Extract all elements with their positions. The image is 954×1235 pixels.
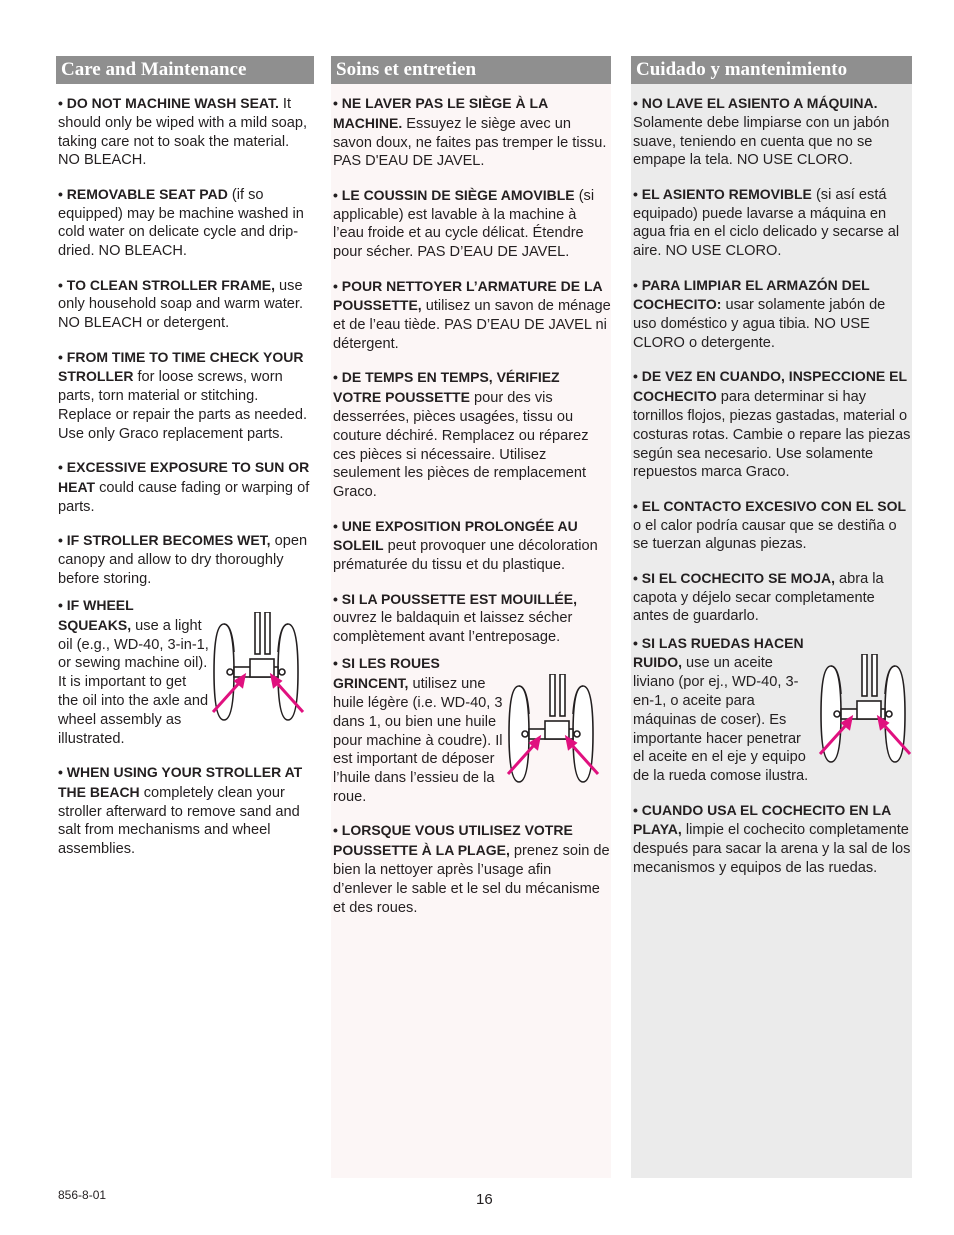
care-item-text: use a light oil (e.g., WD-40, 3-in-1, or sewing machine oil). It is important to get the oil into the axle and wheel assembly as illustrated. [58,617,209,747]
wheel-oiling-illustration [210,612,306,730]
column-english [56,56,314,866]
care-item-text: (si applicable) est lavable à la machine à l’eau froide et au cycle délicat. Étendre pour sécher. PAS D’EAU DE JAVEL. [333,187,595,261]
column-french [331,56,611,925]
care-item-title: • SI EL COCHECITO SE MOJA, [633,569,835,586]
care-list-en [56,94,314,859]
care-item-text: para determinar si hay tornillos flojos, piezas gastadas, material o costuras rotas. Cambie o repare las piezas según sea necesario. Use solamente repuestos marca Graco. [633,389,911,481]
section-heading-fr: Soins et entretien [331,56,611,84]
care-item-title: • SI LES ROUES GRINCENT, [333,655,440,692]
page-number: 16 [476,1191,493,1208]
care-item-title: • UNE EXPOSITION PROLONGÉE AU SOLEIL [333,517,578,554]
document-code: 856-8-01 [58,1188,107,1202]
care-item-title: • DE TEMPS EN TEMPS, VÉRIFIEZ VOTRE POUSSETTE [333,369,560,406]
care-item-text: completely clean your stroller afterward to remove sand and salt from mechanisms and wheel assemblies. [58,784,300,858]
care-item-text: (if so equipped) may be machine washed in cold water on delicate cycle and drip-dried. NO BLEACH. [58,186,304,260]
care-item [333,277,611,354]
care-item-title: • LE COUSSIN DE SIÈGE AMOVIBLE [333,186,575,203]
care-item-title: • CUANDO USA EL COCHECITO EN LA PLAYA, [633,801,891,838]
wheel-item-text-block [333,654,503,806]
care-item-title: • DE VEZ EN CUANDO, INSPECCIONE EL COCHECITO [633,368,907,405]
care-item-title: • POUR NETTOYER L’ARMATURE DE LA POUSSETTE, [333,277,603,314]
care-item-text: pour des vis desserrées, pièces usagées, tissu ou couture déchiré. Remplacez ou réparez ces pièces si nécessaire. Utilisez seulement les pièces de remplacement Graco. [333,390,589,501]
care-item-text: use only household soap and warm water. NO BLEACH or detergent. [58,277,304,332]
care-item [58,94,314,170]
care-item-text: ouvrez le baldaquin et laissez sécher complètement avant l’entreposage. [333,610,573,646]
care-item-title: • EXCESSIVE EXPOSURE TO SUN OR HEAT [58,459,310,495]
care-item [333,186,611,262]
care-item [58,348,314,444]
care-item-title: • WHEN USING YOUR STROLLER AT THE BEACH [58,763,303,800]
care-item-title: • EL ASIENTO REMOVIBLE [633,185,812,202]
care-item-wheel [333,654,611,806]
care-item-text: utilisez une huile légère (i.e. WD-40, 3 dans 1, ou bien une huile pour machine à coudre). Il est important de déposer l’huile dans l’essieu de la roue. [333,676,503,805]
section-heading-en: Care and Maintenance [56,56,314,84]
care-item-text: could cause fading or warping of parts. [58,479,310,515]
column-spanish [631,56,912,885]
section-heading-es: Cuidado y mantenimiento [631,56,912,84]
care-item-text: o el calor podría causar que se destiña o se tuerzan algunas piezas. [633,517,897,553]
care-item-text: utilisez un savon de ménage et de l’eau tiède. PAS D’EAU DE JAVEL ni détergent. [333,298,611,352]
care-list-fr [331,94,611,917]
care-item-text: limpie el cochecito completamente después para sacar la arena y la sal de los mecanismos y equipos de las ruedas. [633,822,911,876]
wheel-oiling-illustration [505,674,601,792]
care-list-es [631,94,912,878]
care-item-title: • NO LAVE EL ASIENTO A MÁQUINA. [633,95,878,111]
care-item [633,185,912,261]
care-item-title: • PARA LIMPIAR EL ARMAZÓN DEL COCHECITO: [633,276,870,313]
care-item-title: • FROM TIME TO TIME CHECK YOUR STROLLER [58,348,304,385]
care-item-text: use un aceite liviano (por ej., WD-40, 3-en-1, o aceite para máquinas de coser). Es importante hacer penetrar el aceite en el eje y equipo de la rueda comose ilustra. [633,655,809,785]
care-item-text: It should only be wiped with a mild soap, taking care not to soak the material. NO BLEACH. [58,96,308,169]
care-item [333,368,611,502]
care-item-title: • NE LAVER PAS LE SIÈGE À LA MACHINE. [333,95,548,131]
care-item-text: abra la capota y déjelo secar completamente antes de guardarlo. [633,570,884,625]
care-item [333,821,611,917]
care-item [58,185,314,261]
care-item-text: open canopy and allow to dry thoroughly before storing. [58,533,308,587]
care-item [633,569,912,626]
care-item [58,458,314,516]
care-item [333,590,611,647]
care-item-text: (si así está equipado) puede lavarse a máquina en agua fria en el ciclo delicado y secarse al aire. NO USE CLORO. [633,186,900,260]
care-item-title: • LORSQUE VOUS UTILISEZ VOTRE POUSSETTE À LA PLAGE, [333,822,573,859]
care-item-text: prenez soin de bien la nettoyer après l’usage afin d’enlever le sable et le sel du mécanisme et des roues. [333,843,610,916]
wheel-item-text-block [633,634,813,786]
wheel-item-text-block [58,596,210,748]
care-item [58,276,314,333]
care-item [633,801,912,878]
care-item [333,517,611,575]
care-item-title: • EL CONTACTO EXCESIVO CON EL SOL [633,497,907,514]
care-item-title: • TO CLEAN STROLLER FRAME, [58,276,275,293]
care-item-text: Essuyez le siège avec un savon doux, ne faites pas tremper le tissu. PAS D'EAU DE JAVEL. [333,115,607,170]
care-item [633,367,912,482]
care-item-text: usar solamente jabón de uso doméstico y agua tibia. NO USE CLORO o detergente. [633,297,886,351]
care-item-text: for loose screws, worn parts, torn material or stitching. Replace or repair the parts as needed. Use only Graco replacement parts. [58,369,308,442]
care-item [58,763,314,859]
care-item [633,94,912,170]
wheel-oiling-illustration [817,654,913,772]
care-item-title: • SI LA POUSSETTE EST MOUILLÉE, [333,590,577,607]
care-item [633,276,912,353]
care-item-title: • DO NOT MACHINE WASH SEAT. [58,95,279,111]
care-item-title: • SI LAS RUEDAS HACEN RUIDO, [633,634,804,671]
care-item-title: • IF WHEEL SQUEAKS, [58,597,134,633]
care-item-text: Solamente debe limpiarse con un jabón suave, teniendo en cuenta que no se empape la tela. NO USE CLORO. [633,114,890,169]
care-item-title: • IF STROLLER BECOMES WET, [58,532,271,549]
care-item [58,531,314,588]
care-item-text: peut provoquer une décoloration prématurée du tissu et du plastique. [333,538,598,574]
care-item-wheel [633,634,912,786]
care-item-title: • REMOVABLE SEAT PAD [58,185,228,202]
care-item [633,497,912,554]
care-item [333,94,611,171]
care-item-wheel [58,596,314,748]
